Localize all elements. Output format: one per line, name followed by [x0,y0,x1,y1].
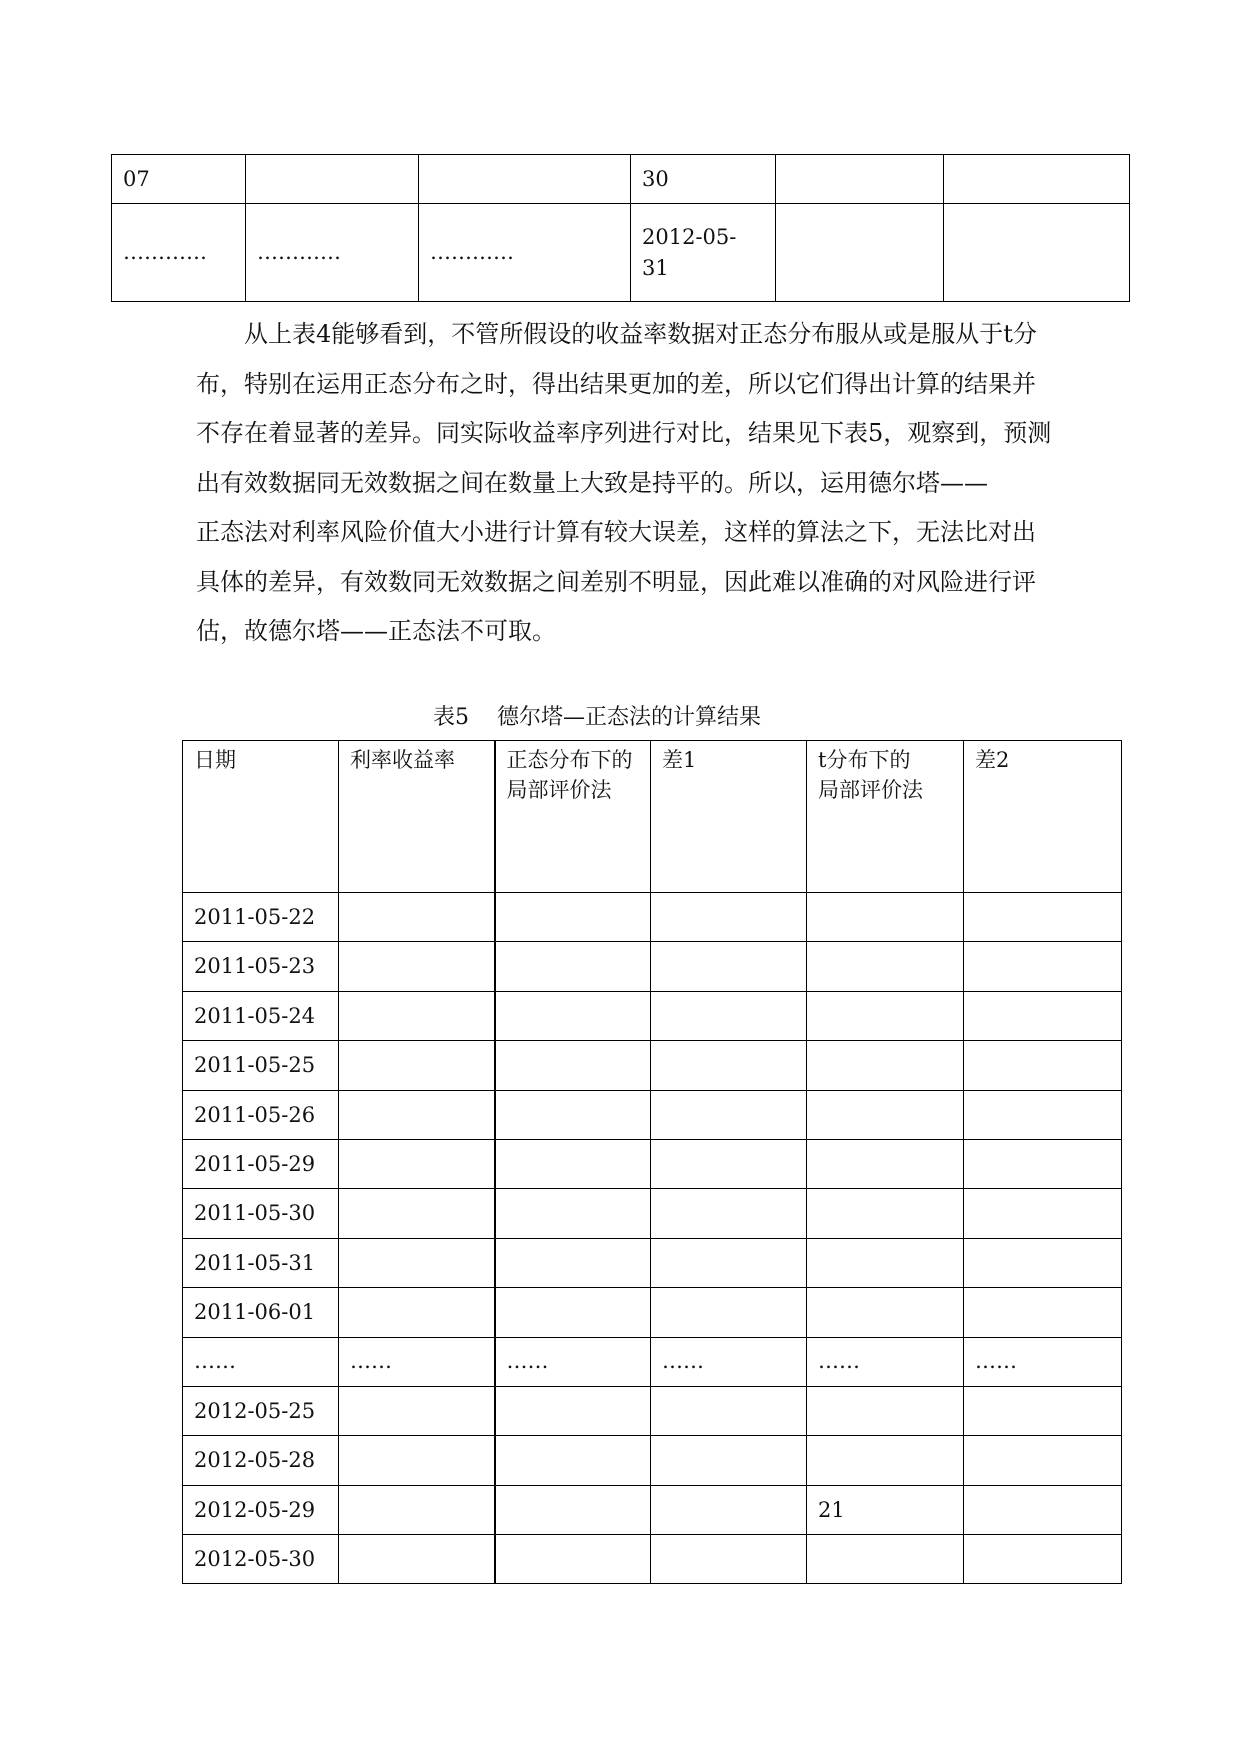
table-cell [651,1288,807,1337]
table-row [183,1090,1122,1139]
table-row [183,1189,1122,1238]
table-cell [495,1535,651,1584]
table-cell [339,1535,495,1584]
table-cell [964,1485,1122,1534]
table-cell [495,1090,651,1139]
table-row [112,204,1130,302]
table-cell [964,1288,1122,1337]
table-cell [495,1041,651,1090]
table-cell: …… [495,1337,651,1386]
table-cell [964,1041,1122,1090]
table-cell [807,1189,964,1238]
table-cell: 30 [631,155,776,204]
table-row [183,942,1122,991]
table-cell [807,1139,964,1188]
table-cell [776,155,944,204]
table-cell [651,942,807,991]
table-cell [944,204,1130,302]
table-cell [964,1238,1122,1287]
table-row [112,155,1130,204]
header-t-local: t分布下的 局部评价法 [807,741,964,893]
table-cell [964,1090,1122,1139]
table-cell [339,1436,495,1485]
table-cell [339,1189,495,1238]
table-cell [651,1139,807,1188]
table-cell: 2011-05-24 [183,991,339,1040]
table-cell: …… [339,1337,495,1386]
table-cell [944,155,1130,204]
table-cell [651,1090,807,1139]
table-cell [651,991,807,1040]
table-cell [964,1139,1122,1188]
table-cell [339,1288,495,1337]
table-cell: 2012-05-25 [183,1386,339,1435]
table-cell [807,1535,964,1584]
table-cell [419,155,631,204]
table-cell [495,1485,651,1534]
table-cell [651,1386,807,1435]
table-5-caption: 表5 德尔塔—正态法的计算结果 [433,705,761,730]
table-cell: 2011-05-26 [183,1090,339,1139]
body-paragraph [196,310,1056,657]
table-cell [807,893,964,942]
table-cell [246,155,419,204]
table-cell: 2011-05-31 [183,1238,339,1287]
table-cell [964,942,1122,991]
table-cell: ………… [419,204,631,302]
table-cell [651,1535,807,1584]
table-cell [495,942,651,991]
header-date: 日期 [183,741,339,893]
table-cell: 2012-05- 31 [631,204,776,302]
table-cell [807,1436,964,1485]
table-cell: 2011-05-30 [183,1189,339,1238]
header-diff-1: 差1 [651,741,807,893]
table-cell: ………… [112,204,246,302]
table-cell [964,893,1122,942]
table-row [183,893,1122,942]
table-cell [964,1535,1122,1584]
table-row [183,1436,1122,1485]
table-cell [651,1436,807,1485]
table-cell [964,1189,1122,1238]
table-cell: …… [651,1337,807,1386]
paragraph-line-1: 从上表4能够看到，不管所假设的收益率数据对正态分布服从或是服从于t分布，特别在运用正态分布之时，得出结果更加的差，所以它们得出计算的结果并不存在着显著的差异。同实际收益率序列进行对比，结果见下表5，观察到，预测出有效数据同无效数据之间在数量上大致是持平的。所以，运用德尔塔—— [196,320,1052,497]
table-cell [776,204,944,302]
table-cell: …… [183,1337,339,1386]
table-cell [495,991,651,1040]
table-cell [651,1238,807,1287]
table-cell: 2011-05-29 [183,1139,339,1188]
table-cell [807,942,964,991]
table-cell [339,1485,495,1534]
table-cell [495,893,651,942]
table-cell: 2011-05-23 [183,942,339,991]
table-cell [964,991,1122,1040]
table-cell [651,1189,807,1238]
table-cell: 2012-05-28 [183,1436,339,1485]
table-cell [964,1436,1122,1485]
table-cell [495,1288,651,1337]
table-cell: 21 [807,1485,964,1534]
table-cell [339,1139,495,1188]
table-row [183,1139,1122,1188]
table-cell [495,1189,651,1238]
table-cell [339,1386,495,1435]
table-cell [339,991,495,1040]
table-row [183,1041,1122,1090]
table-cell: 2011-06-01 [183,1288,339,1337]
table-cell: 07 [112,155,246,204]
table-cell [339,1090,495,1139]
table-cell [964,1386,1122,1435]
table-4-continuation [111,154,1130,302]
table-cell [495,1386,651,1435]
table-cell [495,1238,651,1287]
table-cell [339,1238,495,1287]
table-cell: …… [807,1337,964,1386]
table-cell: 2012-05-29 [183,1485,339,1534]
header-normal-local: 正态分布下的 局部评价法 [495,741,651,893]
table-row [183,1337,1122,1386]
table-row [183,1288,1122,1337]
table-cell: 2011-05-25 [183,1041,339,1090]
table-row [183,1238,1122,1287]
table-cell [807,991,964,1040]
table-cell [495,1139,651,1188]
header-rate-return: 利率收益率 [339,741,495,893]
table-5 [182,740,1122,1584]
table-cell: 2012-05-30 [183,1535,339,1584]
table-cell [651,893,807,942]
table-cell [807,1090,964,1139]
paragraph-line-2: 正态法对利率风险价值大小进行计算有较大误差，这样的算法之下，无法比对出具体的差异，有效数同无效数据之间差别不明显，因此难以准确的对风险进行评估，故德尔塔——正态法不可取。 [196,518,1036,645]
table-row [183,991,1122,1040]
table-cell: …… [964,1337,1122,1386]
table-row [183,1485,1122,1534]
table-cell [495,1436,651,1485]
table-cell [339,1041,495,1090]
header-diff-2: 差2 [964,741,1122,893]
table-cell [339,893,495,942]
table-cell [339,942,495,991]
table-cell [807,1238,964,1287]
table-cell [807,1288,964,1337]
table-cell [807,1041,964,1090]
table-row [183,1386,1122,1435]
table-row [183,1535,1122,1584]
table-cell: 2011-05-22 [183,893,339,942]
table-cell [651,1485,807,1534]
table-header-row [183,741,1122,893]
table-cell [651,1041,807,1090]
table-cell: ………… [246,204,419,302]
table-cell [807,1386,964,1435]
